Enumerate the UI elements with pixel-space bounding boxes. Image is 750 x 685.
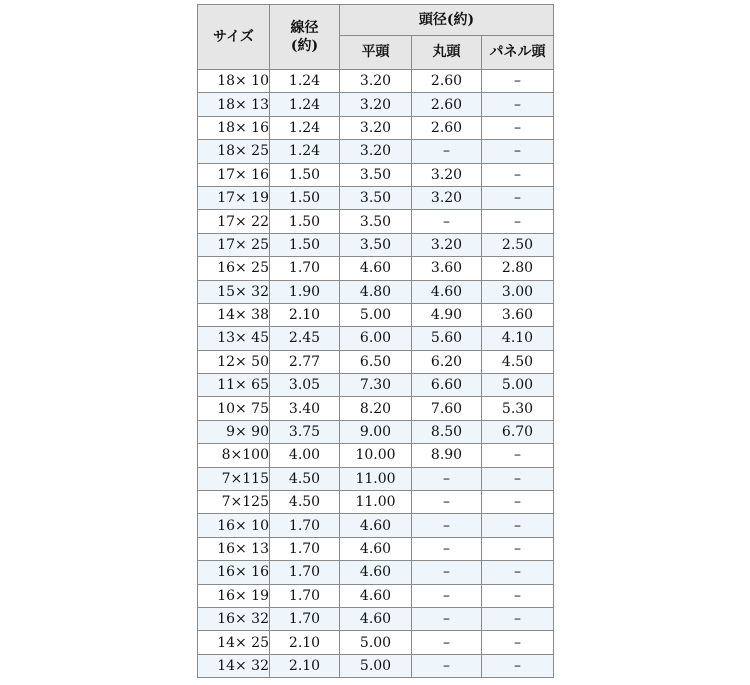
cell-panel-head: –	[482, 116, 554, 139]
cell-size: 11× 65	[198, 374, 270, 397]
table-row	[198, 116, 554, 139]
cell-wire-diameter: 2.77	[270, 350, 340, 373]
cell-size: 17× 25	[198, 233, 270, 256]
header-panel-head: パネル頭	[482, 35, 554, 69]
cell-wire-diameter: 2.10	[270, 631, 340, 654]
cell-panel-head: –	[482, 93, 554, 116]
cell-wire-diameter: 1.24	[270, 140, 340, 163]
table-row	[198, 257, 554, 280]
cell-wire-diameter: 1.70	[270, 537, 340, 560]
table-row	[198, 561, 554, 584]
cell-size: 14× 32	[198, 654, 270, 677]
cell-wire-diameter: 4.50	[270, 491, 340, 514]
cell-round-head: –	[412, 654, 482, 677]
cell-wire-diameter: 3.75	[270, 420, 340, 443]
table-row	[198, 70, 554, 93]
cell-flat-head: 7.30	[340, 374, 412, 397]
cell-wire-diameter: 1.50	[270, 210, 340, 233]
table-row	[198, 163, 554, 186]
cell-round-head: –	[412, 210, 482, 233]
table-row	[198, 444, 554, 467]
header-wire-approx: (約)	[290, 38, 319, 54]
cell-wire-diameter: 1.90	[270, 280, 340, 303]
cell-size: 18× 16	[198, 116, 270, 139]
cell-size: 10× 75	[198, 397, 270, 420]
cell-wire-diameter: 1.24	[270, 116, 340, 139]
cell-size: 15× 32	[198, 280, 270, 303]
header-size: サイズ	[198, 5, 270, 70]
cell-wire-diameter: 1.70	[270, 514, 340, 537]
cell-wire-diameter: 3.40	[270, 397, 340, 420]
cell-round-head: –	[412, 537, 482, 560]
cell-size: 13× 45	[198, 327, 270, 350]
table-row	[198, 584, 554, 607]
table-row	[198, 467, 554, 490]
cell-wire-diameter: 4.00	[270, 444, 340, 467]
cell-panel-head: 4.50	[482, 350, 554, 373]
cell-flat-head: 4.60	[340, 257, 412, 280]
cell-flat-head: 4.80	[340, 280, 412, 303]
cell-size: 9× 90	[198, 420, 270, 443]
cell-panel-head: 3.00	[482, 280, 554, 303]
cell-flat-head: 4.60	[340, 607, 412, 630]
cell-round-head: 8.90	[412, 444, 482, 467]
cell-round-head: –	[412, 140, 482, 163]
cell-size: 14× 25	[198, 631, 270, 654]
cell-panel-head: 6.70	[482, 420, 554, 443]
cell-panel-head: –	[482, 631, 554, 654]
cell-size: 7×125	[198, 491, 270, 514]
cell-round-head: –	[412, 491, 482, 514]
cell-panel-head: –	[482, 444, 554, 467]
cell-wire-diameter: 2.10	[270, 654, 340, 677]
table-row	[198, 420, 554, 443]
cell-size: 16× 32	[198, 607, 270, 630]
table-row	[198, 210, 554, 233]
cell-flat-head: 3.20	[340, 70, 412, 93]
cell-wire-diameter: 1.70	[270, 584, 340, 607]
cell-flat-head: 4.60	[340, 584, 412, 607]
cell-round-head: 6.60	[412, 374, 482, 397]
cell-flat-head: 6.00	[340, 327, 412, 350]
cell-flat-head: 6.50	[340, 350, 412, 373]
cell-size: 12× 50	[198, 350, 270, 373]
header-wire-label: 線径	[290, 19, 319, 36]
cell-size: 16× 10	[198, 514, 270, 537]
cell-round-head: 3.20	[412, 233, 482, 256]
cell-flat-head: 3.50	[340, 233, 412, 256]
cell-wire-diameter: 2.45	[270, 327, 340, 350]
table-row	[198, 537, 554, 560]
cell-panel-head: –	[482, 584, 554, 607]
cell-panel-head: 2.50	[482, 233, 554, 256]
cell-panel-head: 4.10	[482, 327, 554, 350]
cell-wire-diameter: 1.24	[270, 70, 340, 93]
cell-size: 7×115	[198, 467, 270, 490]
cell-size: 16× 16	[198, 561, 270, 584]
cell-flat-head: 3.20	[340, 93, 412, 116]
cell-panel-head: –	[482, 70, 554, 93]
cell-round-head: 7.60	[412, 397, 482, 420]
cell-round-head: 5.60	[412, 327, 482, 350]
table-row	[198, 186, 554, 209]
table-row	[198, 350, 554, 373]
cell-panel-head: 5.30	[482, 397, 554, 420]
table-row	[198, 491, 554, 514]
cell-flat-head: 4.60	[340, 561, 412, 584]
cell-size: 17× 22	[198, 210, 270, 233]
cell-size: 18× 13	[198, 93, 270, 116]
cell-size: 18× 25	[198, 140, 270, 163]
table-row	[198, 654, 554, 677]
cell-wire-diameter: 1.70	[270, 257, 340, 280]
cell-wire-diameter: 1.50	[270, 233, 340, 256]
table-row	[198, 397, 554, 420]
cell-flat-head: 5.00	[340, 303, 412, 326]
cell-round-head: 4.60	[412, 280, 482, 303]
header-round-head: 丸頭	[412, 35, 482, 69]
cell-panel-head: –	[482, 607, 554, 630]
header-flat-head: 平頭	[340, 35, 412, 69]
cell-wire-diameter: 1.24	[270, 93, 340, 116]
cell-panel-head: 3.60	[482, 303, 554, 326]
cell-size: 18× 10	[198, 70, 270, 93]
cell-round-head: –	[412, 467, 482, 490]
cell-panel-head: –	[482, 210, 554, 233]
table-row	[198, 280, 554, 303]
cell-round-head: 2.60	[412, 70, 482, 93]
cell-size: 8×100	[198, 444, 270, 467]
cell-flat-head: 3.20	[340, 140, 412, 163]
cell-round-head: –	[412, 584, 482, 607]
cell-round-head: 4.90	[412, 303, 482, 326]
cell-round-head: –	[412, 561, 482, 584]
cell-flat-head: 5.00	[340, 654, 412, 677]
table-row	[198, 607, 554, 630]
table-header	[198, 5, 554, 70]
cell-flat-head: 9.00	[340, 420, 412, 443]
cell-wire-diameter: 4.50	[270, 467, 340, 490]
cell-wire-diameter: 2.10	[270, 303, 340, 326]
cell-flat-head: 3.50	[340, 186, 412, 209]
cell-panel-head: 5.00	[482, 374, 554, 397]
table-row	[198, 631, 554, 654]
cell-panel-head: –	[482, 561, 554, 584]
table-row	[198, 327, 554, 350]
cell-round-head: –	[412, 607, 482, 630]
cell-round-head: 8.50	[412, 420, 482, 443]
cell-panel-head: –	[482, 654, 554, 677]
header-head-diameter: 頭径(約)	[340, 5, 554, 36]
cell-round-head: –	[412, 514, 482, 537]
cell-wire-diameter: 3.05	[270, 374, 340, 397]
cell-flat-head: 3.50	[340, 163, 412, 186]
table-row	[198, 374, 554, 397]
cell-flat-head: 4.60	[340, 514, 412, 537]
cell-panel-head: –	[482, 537, 554, 560]
cell-size: 16× 19	[198, 584, 270, 607]
cell-flat-head: 3.20	[340, 116, 412, 139]
cell-flat-head: 11.00	[340, 467, 412, 490]
cell-round-head: 6.20	[412, 350, 482, 373]
table-row	[198, 93, 554, 116]
cell-size: 16× 13	[198, 537, 270, 560]
table-row	[198, 303, 554, 326]
cell-round-head: 2.60	[412, 93, 482, 116]
table-body	[198, 70, 554, 678]
cell-panel-head: –	[482, 140, 554, 163]
cell-round-head: 3.20	[412, 186, 482, 209]
cell-size: 17× 19	[198, 186, 270, 209]
cell-wire-diameter: 1.70	[270, 607, 340, 630]
cell-panel-head: –	[482, 514, 554, 537]
table-row	[198, 514, 554, 537]
cell-round-head: –	[412, 631, 482, 654]
cell-flat-head: 3.50	[340, 210, 412, 233]
cell-flat-head: 8.20	[340, 397, 412, 420]
cell-panel-head: –	[482, 186, 554, 209]
cell-size: 14× 38	[198, 303, 270, 326]
cell-panel-head: –	[482, 491, 554, 514]
cell-round-head: 2.60	[412, 116, 482, 139]
cell-size: 16× 25	[198, 257, 270, 280]
cell-flat-head: 4.60	[340, 537, 412, 560]
cell-round-head: 3.20	[412, 163, 482, 186]
cell-flat-head: 5.00	[340, 631, 412, 654]
cell-wire-diameter: 1.70	[270, 561, 340, 584]
cell-flat-head: 10.00	[340, 444, 412, 467]
cell-wire-diameter: 1.50	[270, 163, 340, 186]
cell-panel-head: 2.80	[482, 257, 554, 280]
cell-panel-head: –	[482, 163, 554, 186]
cell-panel-head: –	[482, 467, 554, 490]
table-row	[198, 233, 554, 256]
table-row	[198, 140, 554, 163]
header-wire-diameter	[270, 5, 340, 70]
cell-round-head: 3.60	[412, 257, 482, 280]
cell-size: 17× 16	[198, 163, 270, 186]
spec-table	[197, 4, 554, 678]
cell-wire-diameter: 1.50	[270, 186, 340, 209]
cell-flat-head: 11.00	[340, 491, 412, 514]
